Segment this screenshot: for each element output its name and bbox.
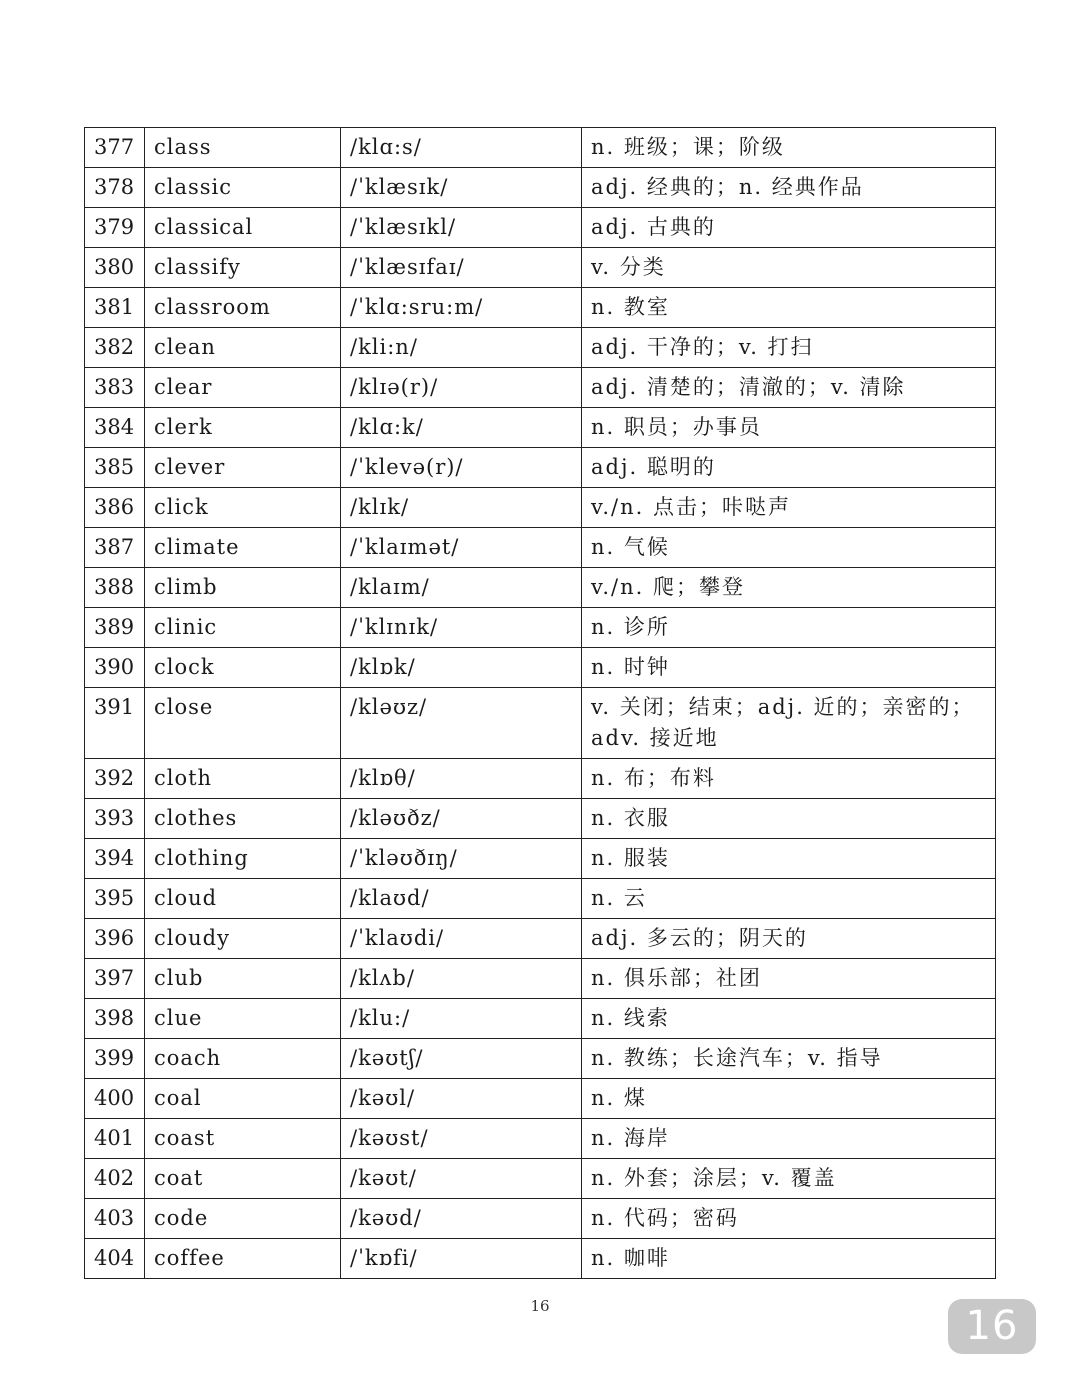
table-row bbox=[85, 528, 996, 568]
entry-meaning: v. 关闭；结束；adj. 近的；亲密的；adv. 接近地 bbox=[582, 688, 996, 759]
entry-word: clerk bbox=[145, 408, 341, 448]
entry-word: coal bbox=[145, 1079, 341, 1119]
entry-phonetic: /ˈkləʊðɪŋ/ bbox=[341, 839, 582, 879]
entry-number: 403 bbox=[85, 1199, 145, 1239]
table-row bbox=[85, 1079, 996, 1119]
table-row bbox=[85, 1159, 996, 1199]
entry-word: clinic bbox=[145, 608, 341, 648]
entry-meaning: adj. 聪明的 bbox=[582, 448, 996, 488]
entry-word: club bbox=[145, 959, 341, 999]
entry-word: code bbox=[145, 1199, 341, 1239]
entry-phonetic: /klɑ:k/ bbox=[341, 408, 582, 448]
entry-number: 392 bbox=[85, 759, 145, 799]
entry-phonetic: /kəʊl/ bbox=[341, 1079, 582, 1119]
entry-number: 377 bbox=[85, 128, 145, 168]
entry-phonetic: /klɑ:s/ bbox=[341, 128, 582, 168]
entry-meaning: v./n. 点击；咔哒声 bbox=[582, 488, 996, 528]
entry-phonetic: /ˈklɑ:sru:m/ bbox=[341, 288, 582, 328]
entry-phonetic: /ˈklaʊdi/ bbox=[341, 919, 582, 959]
vocabulary-table bbox=[84, 127, 996, 1279]
entry-meaning: n. 职员；办事员 bbox=[582, 408, 996, 448]
entry-number: 387 bbox=[85, 528, 145, 568]
entry-phonetic: /ˈklevə(r)/ bbox=[341, 448, 582, 488]
entry-meaning: v./n. 爬；攀登 bbox=[582, 568, 996, 608]
entry-phonetic: /klʌb/ bbox=[341, 959, 582, 999]
table-row bbox=[85, 448, 996, 488]
entry-word: classic bbox=[145, 168, 341, 208]
entry-number: 379 bbox=[85, 208, 145, 248]
entry-word: click bbox=[145, 488, 341, 528]
entry-number: 384 bbox=[85, 408, 145, 448]
entry-meaning: n. 教练；长途汽车；v. 指导 bbox=[582, 1039, 996, 1079]
entry-number: 378 bbox=[85, 168, 145, 208]
entry-phonetic: /kəʊt/ bbox=[341, 1159, 582, 1199]
table-row bbox=[85, 128, 996, 168]
entry-meaning: adj. 干净的；v. 打扫 bbox=[582, 328, 996, 368]
table-row bbox=[85, 1039, 996, 1079]
entry-phonetic: /kləʊz/ bbox=[341, 688, 582, 759]
table-row bbox=[85, 248, 996, 288]
entry-word: classical bbox=[145, 208, 341, 248]
entry-phonetic: /klɒk/ bbox=[341, 648, 582, 688]
entry-meaning: n. 咖啡 bbox=[582, 1239, 996, 1279]
entry-phonetic: /klɒθ/ bbox=[341, 759, 582, 799]
entry-meaning: n. 布；布料 bbox=[582, 759, 996, 799]
entry-meaning: n. 气候 bbox=[582, 528, 996, 568]
entry-number: 393 bbox=[85, 799, 145, 839]
table-row bbox=[85, 208, 996, 248]
entry-meaning: n. 代码；密码 bbox=[582, 1199, 996, 1239]
table-row bbox=[85, 168, 996, 208]
entry-number: 385 bbox=[85, 448, 145, 488]
entry-word: climate bbox=[145, 528, 341, 568]
table-row bbox=[85, 839, 996, 879]
table-row bbox=[85, 328, 996, 368]
entry-word: classroom bbox=[145, 288, 341, 328]
entry-number: 396 bbox=[85, 919, 145, 959]
vocabulary-table-body bbox=[85, 128, 996, 1279]
entry-phonetic: /kəʊtʃ/ bbox=[341, 1039, 582, 1079]
entry-phonetic: /kli:n/ bbox=[341, 328, 582, 368]
entry-number: 388 bbox=[85, 568, 145, 608]
table-row bbox=[85, 488, 996, 528]
entry-meaning: adj. 古典的 bbox=[582, 208, 996, 248]
entry-phonetic: /klɪə(r)/ bbox=[341, 368, 582, 408]
table-row bbox=[85, 608, 996, 648]
entry-meaning: n. 时钟 bbox=[582, 648, 996, 688]
table-row bbox=[85, 799, 996, 839]
entry-number: 397 bbox=[85, 959, 145, 999]
entry-phonetic: /kəʊst/ bbox=[341, 1119, 582, 1159]
entry-word: cloudy bbox=[145, 919, 341, 959]
page-number: 16 bbox=[530, 1297, 550, 1315]
entry-meaning: n. 线索 bbox=[582, 999, 996, 1039]
entry-word: cloud bbox=[145, 879, 341, 919]
entry-number: 395 bbox=[85, 879, 145, 919]
entry-phonetic: /klaʊd/ bbox=[341, 879, 582, 919]
entry-meaning: n. 衣服 bbox=[582, 799, 996, 839]
table-row bbox=[85, 568, 996, 608]
entry-word: close bbox=[145, 688, 341, 759]
entry-word: coat bbox=[145, 1159, 341, 1199]
entry-word: clothing bbox=[145, 839, 341, 879]
table-row bbox=[85, 408, 996, 448]
entry-meaning: n. 教室 bbox=[582, 288, 996, 328]
entry-phonetic: /ˈklaɪmət/ bbox=[341, 528, 582, 568]
entry-word: clothes bbox=[145, 799, 341, 839]
entry-word: climb bbox=[145, 568, 341, 608]
entry-number: 401 bbox=[85, 1119, 145, 1159]
entry-word: clue bbox=[145, 999, 341, 1039]
table-row bbox=[85, 648, 996, 688]
entry-number: 399 bbox=[85, 1039, 145, 1079]
entry-word: classify bbox=[145, 248, 341, 288]
entry-number: 383 bbox=[85, 368, 145, 408]
entry-meaning: adj. 清楚的；清澈的；v. 清除 bbox=[582, 368, 996, 408]
entry-word: clock bbox=[145, 648, 341, 688]
table-row bbox=[85, 1239, 996, 1279]
entry-word: clever bbox=[145, 448, 341, 488]
page-badge: 16 bbox=[948, 1299, 1036, 1354]
entry-number: 390 bbox=[85, 648, 145, 688]
entry-word: clean bbox=[145, 328, 341, 368]
table-row bbox=[85, 879, 996, 919]
entry-number: 402 bbox=[85, 1159, 145, 1199]
entry-phonetic: /ˈklæsɪkl/ bbox=[341, 208, 582, 248]
table-row bbox=[85, 959, 996, 999]
entry-word: coach bbox=[145, 1039, 341, 1079]
entry-number: 380 bbox=[85, 248, 145, 288]
entry-meaning: n. 煤 bbox=[582, 1079, 996, 1119]
entry-number: 381 bbox=[85, 288, 145, 328]
entry-meaning: n. 外套；涂层；v. 覆盖 bbox=[582, 1159, 996, 1199]
entry-number: 389 bbox=[85, 608, 145, 648]
entry-phonetic: /ˈklæsɪfaɪ/ bbox=[341, 248, 582, 288]
entry-phonetic: /kəʊd/ bbox=[341, 1199, 582, 1239]
entry-word: cloth bbox=[145, 759, 341, 799]
table-row bbox=[85, 759, 996, 799]
entry-word: clear bbox=[145, 368, 341, 408]
entry-phonetic: /klaɪm/ bbox=[341, 568, 582, 608]
entry-meaning: n. 海岸 bbox=[582, 1119, 996, 1159]
entry-phonetic: /kləʊðz/ bbox=[341, 799, 582, 839]
table-row bbox=[85, 1119, 996, 1159]
entry-meaning: adj. 多云的；阴天的 bbox=[582, 919, 996, 959]
entry-meaning: n. 服装 bbox=[582, 839, 996, 879]
entry-meaning: v. 分类 bbox=[582, 248, 996, 288]
entry-meaning: adj. 经典的；n. 经典作品 bbox=[582, 168, 996, 208]
entry-number: 386 bbox=[85, 488, 145, 528]
entry-number: 382 bbox=[85, 328, 145, 368]
table-row bbox=[85, 1199, 996, 1239]
entry-number: 391 bbox=[85, 688, 145, 759]
entry-word: class bbox=[145, 128, 341, 168]
table-row bbox=[85, 288, 996, 328]
entry-phonetic: /ˈkɒfi/ bbox=[341, 1239, 582, 1279]
entry-word: coffee bbox=[145, 1239, 341, 1279]
entry-phonetic: /klu:/ bbox=[341, 999, 582, 1039]
entry-meaning: n. 班级；课；阶级 bbox=[582, 128, 996, 168]
table-row bbox=[85, 368, 996, 408]
entry-meaning: n. 诊所 bbox=[582, 608, 996, 648]
entry-phonetic: /ˈklæsɪk/ bbox=[341, 168, 582, 208]
entry-meaning: n. 俱乐部；社团 bbox=[582, 959, 996, 999]
entry-meaning: n. 云 bbox=[582, 879, 996, 919]
entry-number: 394 bbox=[85, 839, 145, 879]
entry-phonetic: /klɪk/ bbox=[341, 488, 582, 528]
entry-number: 400 bbox=[85, 1079, 145, 1119]
entry-phonetic: /ˈklɪnɪk/ bbox=[341, 608, 582, 648]
table-row bbox=[85, 919, 996, 959]
entry-word: coast bbox=[145, 1119, 341, 1159]
table-row bbox=[85, 688, 996, 759]
table-row bbox=[85, 999, 996, 1039]
entry-number: 398 bbox=[85, 999, 145, 1039]
entry-number: 404 bbox=[85, 1239, 145, 1279]
